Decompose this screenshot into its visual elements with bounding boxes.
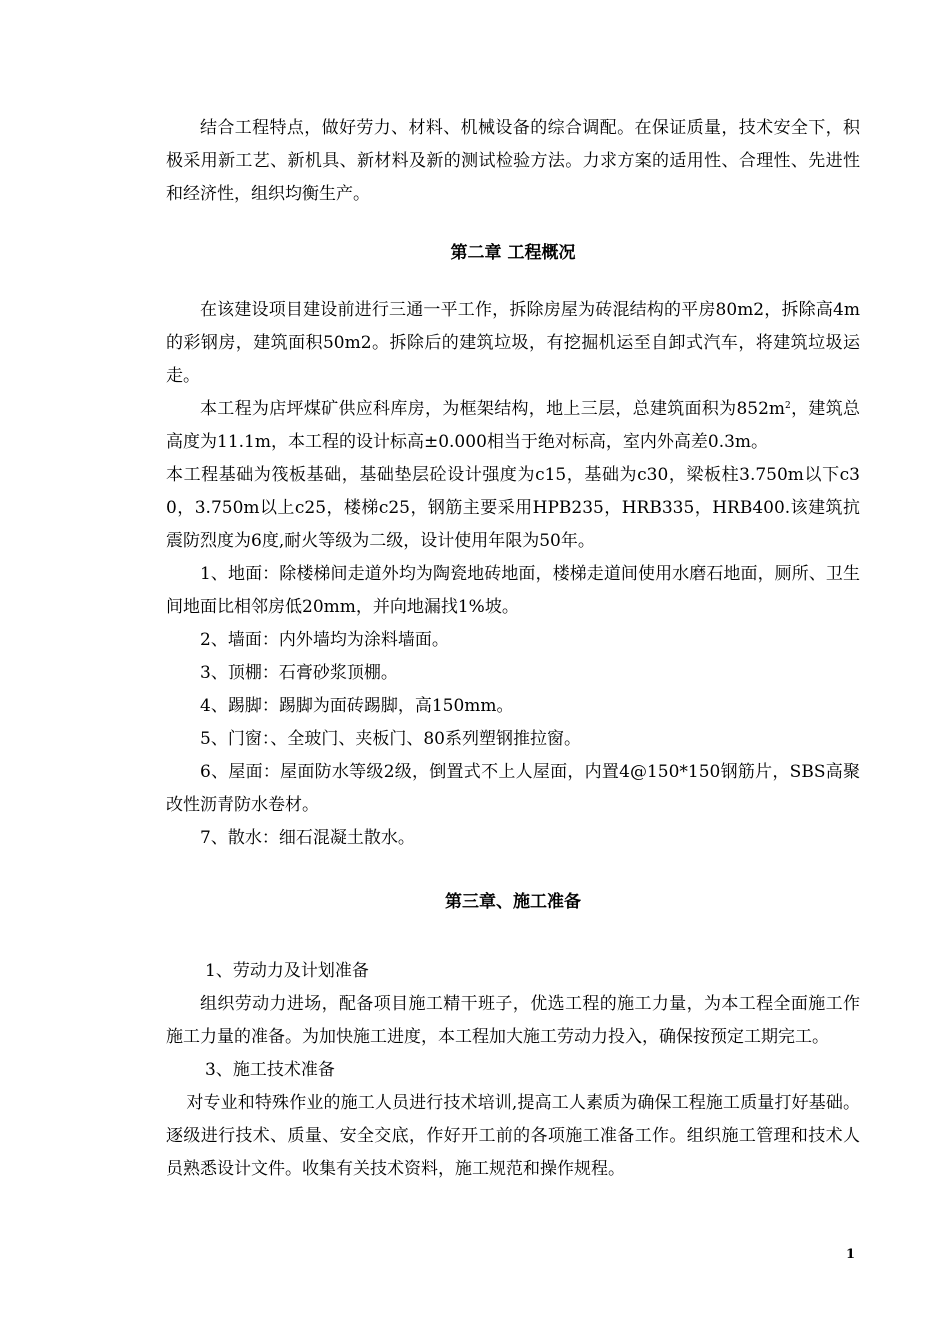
chapter2-paragraph-foundation: 本工程基础为筏板基础，基础垫层砼设计强度为c15，基础为c30，梁板柱3.750m以下c30，3.750m以上c25，楼梯c25，钢筋主要采用HPB235，HRB335，HRB400.该建筑抗震防烈度为6度,耐火等级为二级，设计使用年限为50年。 xyxy=(166,465,860,551)
chapter3-subheading-technical: 3、施工技术准备 xyxy=(205,1060,335,1080)
chapter2-paragraph-overview xyxy=(166,393,860,459)
intro-section xyxy=(166,112,860,211)
chapter2-heading-wrap xyxy=(166,237,860,270)
chapter3-body xyxy=(166,955,860,1186)
chapter2-body xyxy=(166,294,860,855)
page-number: 1 xyxy=(846,1247,856,1262)
chapter2-title: 第二章 工程概况 xyxy=(450,243,576,263)
chapter2-paragraph-demolition: 在该建设项目建设前进行三通一平工作，拆除房屋为砖混结构的平房80m2，拆除高4m的彩钢房，建筑面积50m2。拆除后的建筑垃圾，有挖掘机运至自卸式汽车，将建筑垃圾运走。 xyxy=(166,300,860,386)
overview-text-b: ，建筑总高度为11.1m，本工程的设计标高±0.000相当于绝对标高，室内外高差0.3m。 xyxy=(166,399,861,452)
chapter3-paragraph-labor: 组织劳动力进场，配备项目施工精干班子，优选工程的施工力量，为本工程全面施工作施工力量的准备。为加快施工进度，本工程加大施工劳动力投入，确保按预定工期完工。 xyxy=(166,994,860,1047)
chapter3-heading-wrap xyxy=(166,886,860,919)
chapter3-title: 第三章、施工准备 xyxy=(445,892,581,912)
list-item: 1、地面：除楼梯间走道外均为陶瓷地砖地面，楼梯走道间使用水磨石地面，厕所、卫生间地面比相邻房低20mm，并向地漏找1%坡。 xyxy=(166,564,860,617)
list-item: 4、踢脚：踢脚为面砖踢脚，高150mm。 xyxy=(200,696,514,716)
list-item: 3、顶棚：石膏砂浆顶棚。 xyxy=(200,663,398,683)
chapter3-subheading-labor: 1、劳动力及计划准备 xyxy=(205,961,369,981)
intro-paragraph: 结合工程特点，做好劳力、材料、机械设备的综合调配。在保证质量，技术安全下，积极采用新工艺、新机具、新材料及新的测试检验方法。力求方案的适用性、合理性、先进性和经济性，组织均衡生产。 xyxy=(166,118,860,204)
list-item: 6、屋面：屋面防水等级2级，倒置式不上人屋面，内置4@150*150钢筋片，SBS高聚改性沥青防水卷材。 xyxy=(166,762,860,815)
overview-text-a: 本工程为店坪煤矿供应科库房，为框架结构，地上三层，总建筑面积为852m xyxy=(200,399,786,419)
list-item: 5、门窗：、全玻门、夹板门、80系列塑钢推拉窗。 xyxy=(200,729,581,749)
list-item: 7、散水：细石混凝土散水。 xyxy=(200,828,415,848)
chapter3-paragraph-technical: 对专业和特殊作业的施工人员进行技术培训,提高工人素质为确保工程施工质量打好基础。逐级进行技术、质量、安全交底，作好开工前的各项施工准备工作。组织施工管理和技术人员熟悉设计文件。收集有关技术资料，施工规范和操作规程。 xyxy=(166,1093,860,1179)
area-unit-superscript: 2 xyxy=(785,401,791,411)
list-item: 2、墙面：内外墙均为涂料墙面。 xyxy=(200,630,449,650)
